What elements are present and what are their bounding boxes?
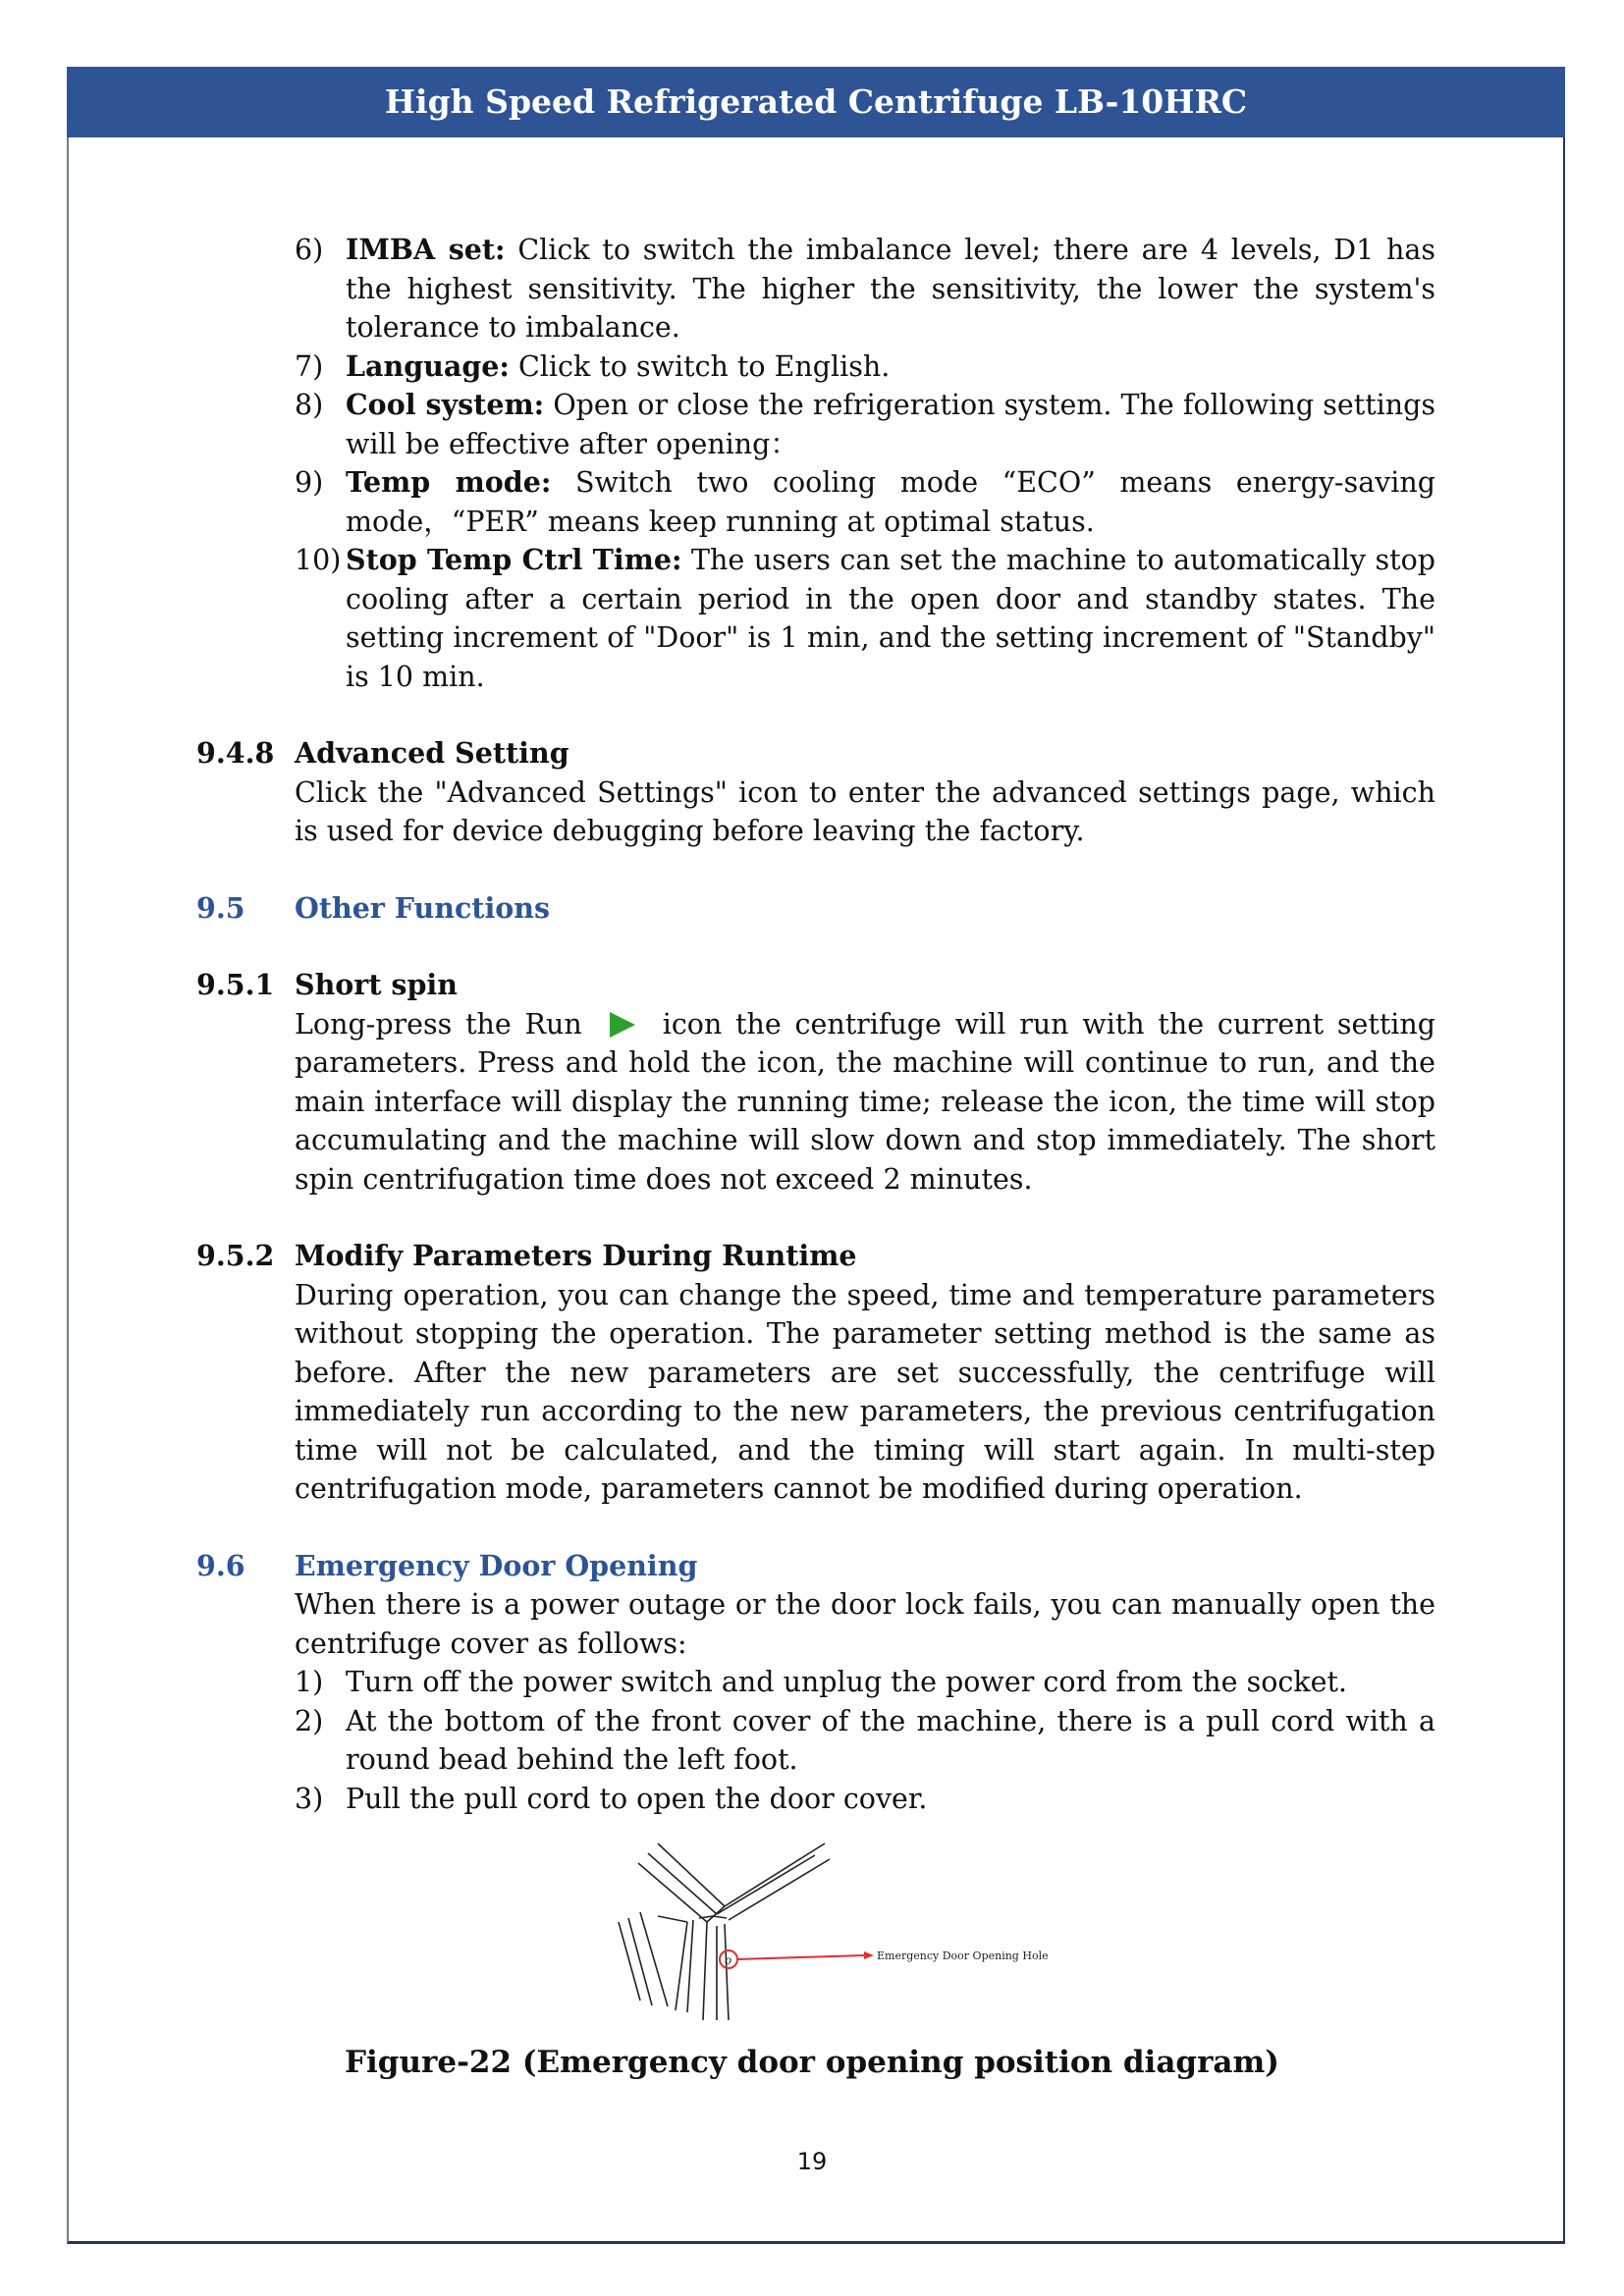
section-heading-other-functions	[196, 889, 1435, 929]
list-item	[196, 463, 1435, 541]
list-number: 6)	[295, 234, 324, 266]
section-heading-emergency-door	[196, 1547, 1435, 1586]
list-item-term: Cool system:	[346, 388, 545, 421]
section-body	[196, 1005, 1435, 1200]
list-item-term: Temp mode:	[346, 465, 552, 499]
list-item-text: Switch two cooling mode “ECO” means energy-saving mode，“PER” means keep running at optimal status.	[346, 466, 1435, 538]
list-item	[196, 1702, 1435, 1780]
page-content	[196, 231, 1435, 1818]
section-body: When there is a power outage or the door lock fails, you can manually open the centrifuge cover as follows:	[295, 1588, 1435, 1660]
list-number: 1)	[295, 1666, 324, 1698]
section-number: 9.5	[196, 890, 245, 925]
list-number: 9)	[295, 466, 324, 499]
list-item-text: Pull the pull cord to open the door cover.	[346, 1782, 928, 1815]
list-item-text: Click to switch to English.	[509, 349, 891, 383]
section-number: 9.4.8	[196, 736, 275, 770]
short-spin-text-b: icon the centrifuge will run with the current setting parameters. Press and hold the icon, the machine will continue to run, and the main interface will display the running time; release the icon, the time will stop accumulating and the machine will slow down and stop immediately. The short spin centrifugation time does not exceed 2 minutes.	[295, 1007, 1435, 1196]
figure-caption: Figure-22 (Emergency door opening position diagram)	[345, 2045, 1279, 2080]
list-item	[196, 231, 1435, 347]
list-item	[196, 1780, 1435, 1819]
section-body: During operation, you can change the speed, time and temperature parameters without stopping the operation. The parameter setting method is the same as before. After the new parameters are set successfully, the centrifuge will immediately run according to the new parameters, the previous centrifugation time will not be calculated, and the timing will start again. In multi-step centrifugation mode, parameters cannot be modified during operation.	[295, 1278, 1435, 1505]
annotation-arrow-head	[864, 1951, 874, 1959]
list-item-text: Turn off the power switch and unplug the power cord from the socket.	[346, 1666, 1347, 1698]
list-number: 3)	[295, 1782, 324, 1815]
list-item-term: Stop Temp Ctrl Time:	[346, 543, 682, 576]
list-item-text: The users can set the machine to automatically stop cooling after a certain period in the open door and standby states. The setting increment of "Door" is 1 min, and the setting increment of "Standby" is 10 min.	[346, 544, 1435, 693]
page-header: High Speed Refrigerated Centrifuge LB-10HRC	[67, 67, 1565, 137]
page-number: 19	[796, 2148, 828, 2175]
list-item	[196, 541, 1435, 696]
list-number: 8)	[295, 389, 324, 421]
annotation-arrow-line	[737, 1955, 864, 1959]
section-heading-short-spin	[196, 966, 1435, 1005]
list-number: 10)	[295, 544, 342, 576]
run-play-icon	[610, 1012, 635, 1038]
list-item	[196, 1663, 1435, 1702]
list-item-term: IMBA set:	[346, 233, 506, 266]
list-item-text: Click to switch the imbalance level; there are 4 levels, D1 has the highest sensitivity. The higher the sensitivity, the lower the system's tolerance to imbalance.	[346, 234, 1435, 344]
section-title: Emergency Door Opening	[295, 1548, 698, 1582]
section-number: 9.6	[196, 1548, 245, 1582]
emergency-door-diagram	[619, 1824, 1049, 2020]
short-spin-text-a: Long-press the Run	[295, 1007, 582, 1041]
list-item-term: Language:	[346, 348, 510, 383]
list-item-text: At the bottom of the front cover of the machine, there is a pull cord with a round bead behind the left foot.	[346, 1704, 1435, 1776]
list-item-text: Open or close the refrigeration system. The following settings will be effective after opening：	[346, 389, 1436, 460]
section-body: Click the "Advanced Settings" icon to enter the advanced settings page, which is used for device debugging before leaving the factory.	[295, 775, 1435, 847]
list-item	[196, 386, 1435, 463]
section-title: Other Functions	[295, 890, 551, 925]
section-title: Modify Parameters During Runtime	[295, 1239, 857, 1272]
centrifuge-outline	[619, 1843, 830, 2020]
list-number: 7)	[295, 349, 324, 383]
list-number: 2)	[295, 1704, 324, 1737]
section-title: Short spin	[295, 968, 458, 1001]
hole-mark: o	[725, 1953, 732, 1967]
section-title: Advanced Setting	[295, 736, 569, 770]
figure-label: Emergency Door Opening Hole	[877, 1949, 1049, 1962]
section-heading-advanced-setting	[196, 734, 1435, 774]
section-number: 9.5.2	[196, 1239, 275, 1272]
section-heading-modify-parameters	[196, 1237, 1435, 1276]
list-item	[196, 347, 1435, 387]
section-number: 9.5.1	[196, 968, 275, 1001]
